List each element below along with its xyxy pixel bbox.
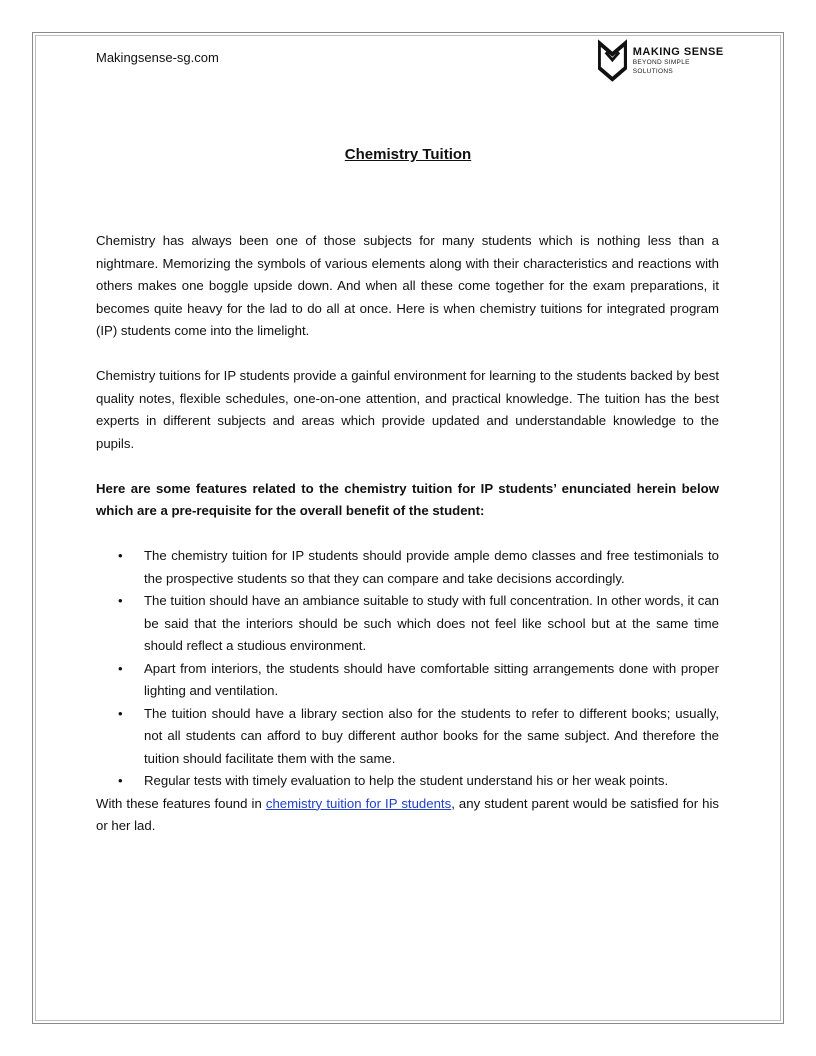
list-item: • Apart from interiors, the students should have comfortable sitting arrangements done with proper lighting and ventilation. [96, 658, 719, 703]
logo-text [633, 46, 728, 76]
closing-text-end: , any student parent would be satisfied for his or her lad. [96, 795, 720, 833]
site-url: Makingsense-sg.com [96, 50, 219, 65]
list-item: • The tuition should have an ambiance suitable to study with full concentration. In other words, it can be said that the interiors should be such which does not feel like school but at the same time should reflect a studious environment. [96, 590, 719, 658]
logo [598, 38, 728, 84]
list-item: • The chemistry tuition for IP students should provide ample demo classes and free testimonials to the prospective students so that they can compare and take decisions accordingly. [96, 545, 719, 590]
list-item: • Regular tests with timely evaluation to help the student understand his or her weak points. [96, 770, 719, 793]
document-title: Chemistry Tuition [344, 146, 472, 163]
features-heading: Here are some features related to the chemistry tuition for IP students’ enunciated herein below which are a pre-requisite for the overall benefit of the student: [96, 480, 719, 518]
closing-paragraph [96, 793, 719, 838]
closing-text-start: With these features found in [96, 795, 266, 811]
intro-paragraph: Chemistry has always been one of those subjects for many students which is nothing less than a nightmare. Memorizing the symbols of various elements along with their characteristics and reactions with others makes one boggle upside down. And when all these come together for the exam preparations, it becomes quite heavy for the lad to do all at once. Here is when chemistry tuitions for integrated program (IP) students come into the limelight. [96, 233, 719, 338]
document-body [96, 230, 719, 860]
list-item: • The tuition should have a library section also for the students to refer to different books; usually, not all students can afford to buy different author books for the same subject. And therefore the tuition should facilitate them with the same. [96, 703, 719, 771]
logo-name: MAKING SENSE [632, 46, 724, 58]
chemistry-tuition-link[interactable]: chemistry tuition for IP students [265, 795, 452, 811]
features-list [96, 545, 719, 793]
logo-mark-icon [598, 38, 627, 82]
ip-paragraph: Chemistry tuitions for IP students provide a gainful environment for learning to the students backed by best quality notes, flexible schedules, one-on-one attention, and practical knowledge. The tuition has the best experts in different subjects and areas which provide updated and understandable knowledge to the pupils. [96, 368, 719, 451]
logo-tagline: BEYOND SIMPLE SOLUTIONS [632, 59, 690, 75]
